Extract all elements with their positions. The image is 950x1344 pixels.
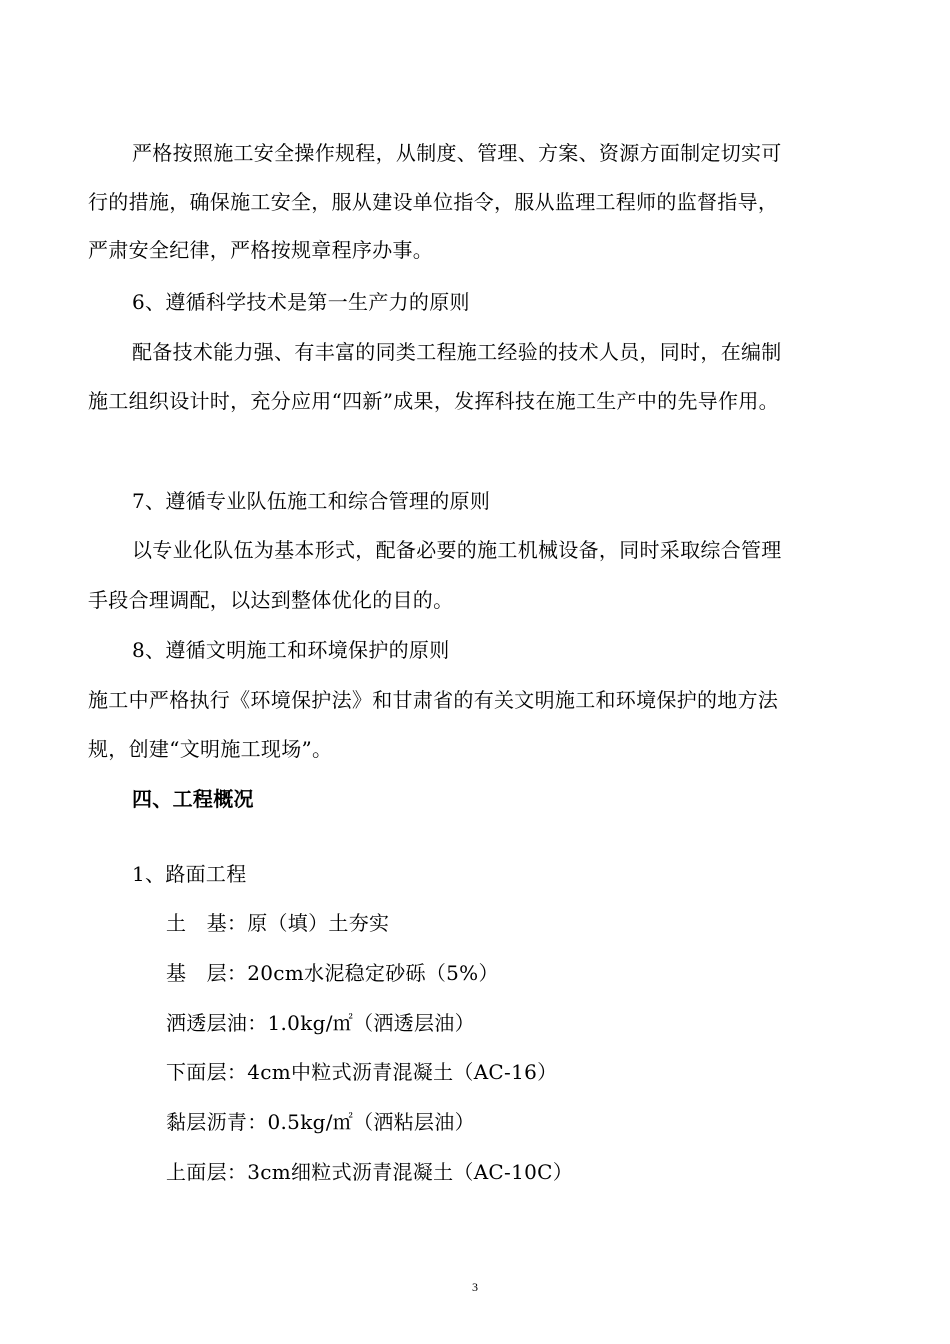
page-number: 3	[472, 1280, 478, 1294]
paragraph-line: 施工组织设计时，充分应用“四新”成果，发挥科技在施工生产中的先导作用。	[88, 389, 779, 413]
road-layer-item: 上面层：3cm细粒式沥青混凝土（AC-10C）	[166, 1160, 574, 1184]
paragraph-line: 行的措施，确保施工安全，服从建设单位指令，服从监理工程师的监督指导，	[88, 190, 779, 214]
paragraph-line: 规，创建“文明施工现场”。	[88, 737, 333, 761]
road-layer-item: 洒透层油：1.0kg/㎡（洒透层油）	[166, 1011, 475, 1035]
road-layer-item: 下面层：4cm中粒式沥青混凝土（AC-16）	[166, 1060, 558, 1084]
road-layer-item: 土 基：原（填）土夯实	[166, 911, 390, 935]
section-heading-8: 8、遵循文明施工和环境保护的原则	[132, 638, 450, 662]
paragraph-line: 以专业化队伍为基本形式，配备必要的施工机械设备，同时采取综合管理	[132, 538, 782, 562]
subsection-heading: 1、路面工程	[132, 862, 247, 886]
road-layer-item: 黏层沥青：0.5kg/㎡（洒粘层油）	[166, 1110, 475, 1134]
road-layer-item: 基 层：20cm水泥稳定砂砾（5%）	[166, 961, 499, 985]
section-heading-6: 6、遵循科学技术是第一生产力的原则	[132, 290, 470, 314]
paragraph-line: 严格按照施工安全操作规程，从制度、管理、方案、资源方面制定切实可	[132, 141, 782, 165]
chapter-heading: 四、工程概况	[132, 787, 254, 811]
section-heading-7: 7、遵循专业队伍施工和综合管理的原则	[132, 489, 491, 513]
paragraph-line: 施工中严格执行《环境保护法》和甘肃省的有关文明施工和环境保护的地方法	[88, 688, 779, 712]
paragraph-line: 严肃安全纪律，严格按规章程序办事。	[88, 238, 434, 262]
paragraph-line: 配备技术能力强、有丰富的同类工程施工经验的技术人员，同时，在编制	[132, 340, 782, 364]
paragraph-line: 手段合理调配，以达到整体优化的目的。	[88, 588, 454, 612]
